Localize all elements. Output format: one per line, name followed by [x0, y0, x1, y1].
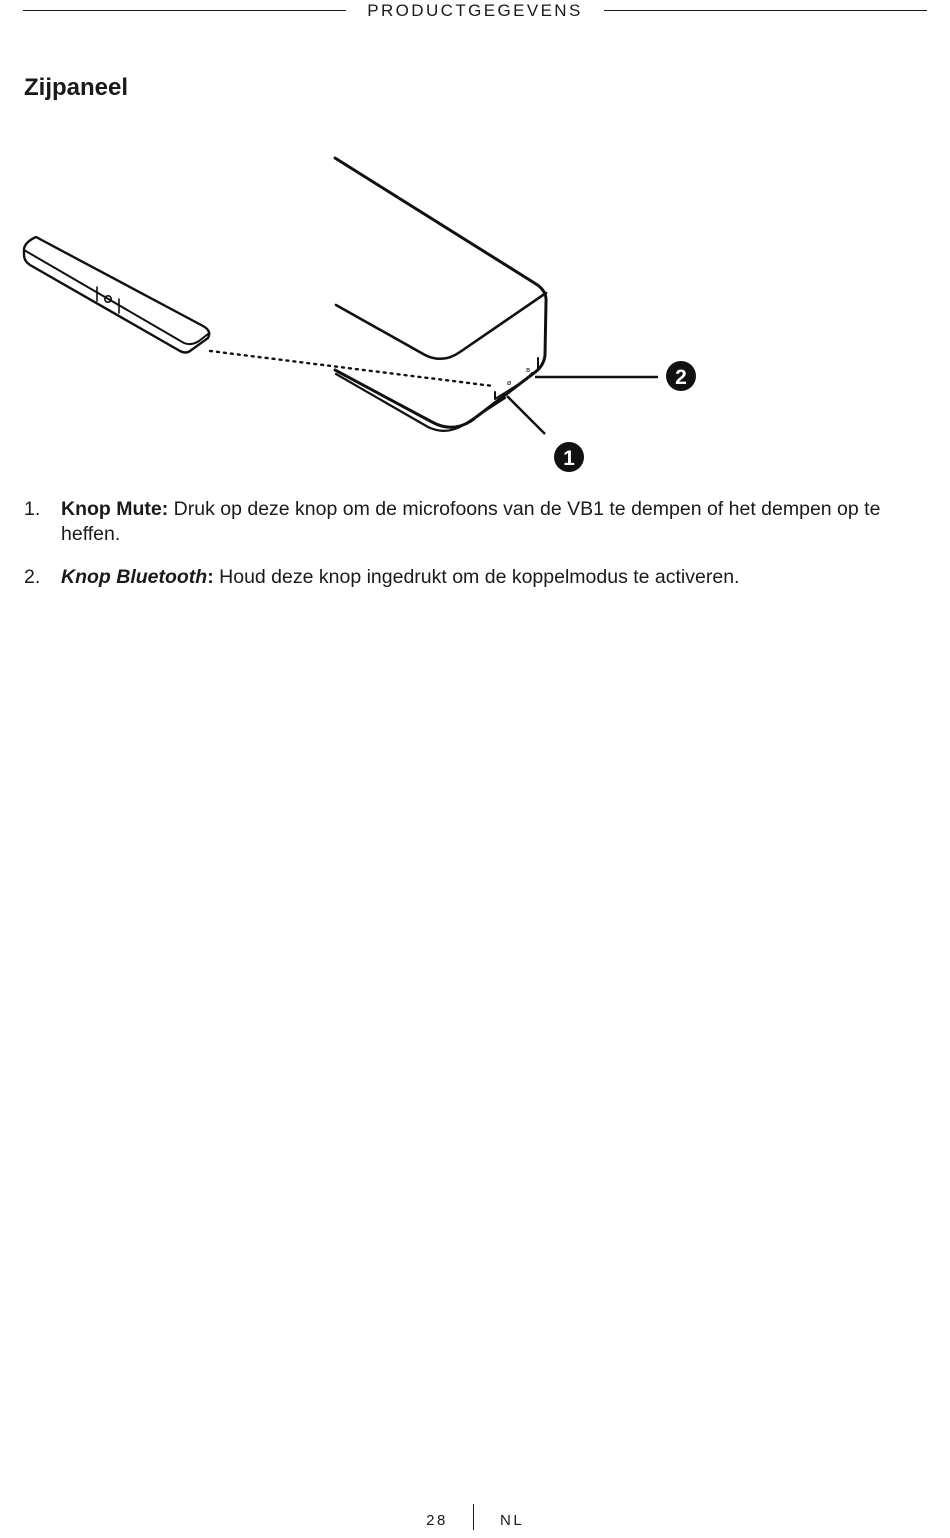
callout-number-2: 2 — [675, 366, 687, 389]
item-number: 2. — [24, 566, 41, 588]
list-item — [24, 497, 924, 547]
callout-number-1: 1 — [563, 447, 575, 470]
button-descriptions-list — [24, 497, 924, 608]
list-item — [24, 565, 924, 590]
callout-line-1 — [507, 396, 545, 434]
item-label-bluetooth: Knop Bluetooth — [61, 566, 208, 588]
svg-text:ʙ: ʙ — [526, 366, 531, 374]
callout-badge-2 — [666, 361, 696, 391]
header-title: PRODUCTGEGEVENS — [367, 1, 583, 20]
svg-text:ø: ø — [507, 379, 512, 387]
header-rule-right — [604, 10, 927, 11]
item-number: 1. — [24, 498, 41, 520]
page-footer — [0, 1500, 950, 1534]
item-label-colon: : — [207, 566, 214, 588]
item-label-mute: Knop Mute: — [61, 498, 169, 520]
language-code: NL — [500, 1512, 525, 1529]
section-title: Zijpaneel — [24, 74, 129, 101]
footer-divider — [473, 1504, 474, 1530]
video-bar-drawing — [335, 158, 546, 431]
page-header — [23, 0, 927, 22]
header-rule-left — [23, 10, 346, 11]
page-number: 28 — [426, 1512, 448, 1529]
callout-badge-1 — [554, 442, 584, 472]
remote-control-drawing — [24, 237, 209, 353]
side-panel-illustration — [0, 140, 950, 480]
item-text-bluetooth: Houd deze knop ingedrukt om de koppelmodus te activeren. — [213, 566, 740, 588]
item-text-mute: Druk op deze knop om de microfoons van de VB1 te dempen of het dempen op te heffen. — [61, 498, 881, 545]
